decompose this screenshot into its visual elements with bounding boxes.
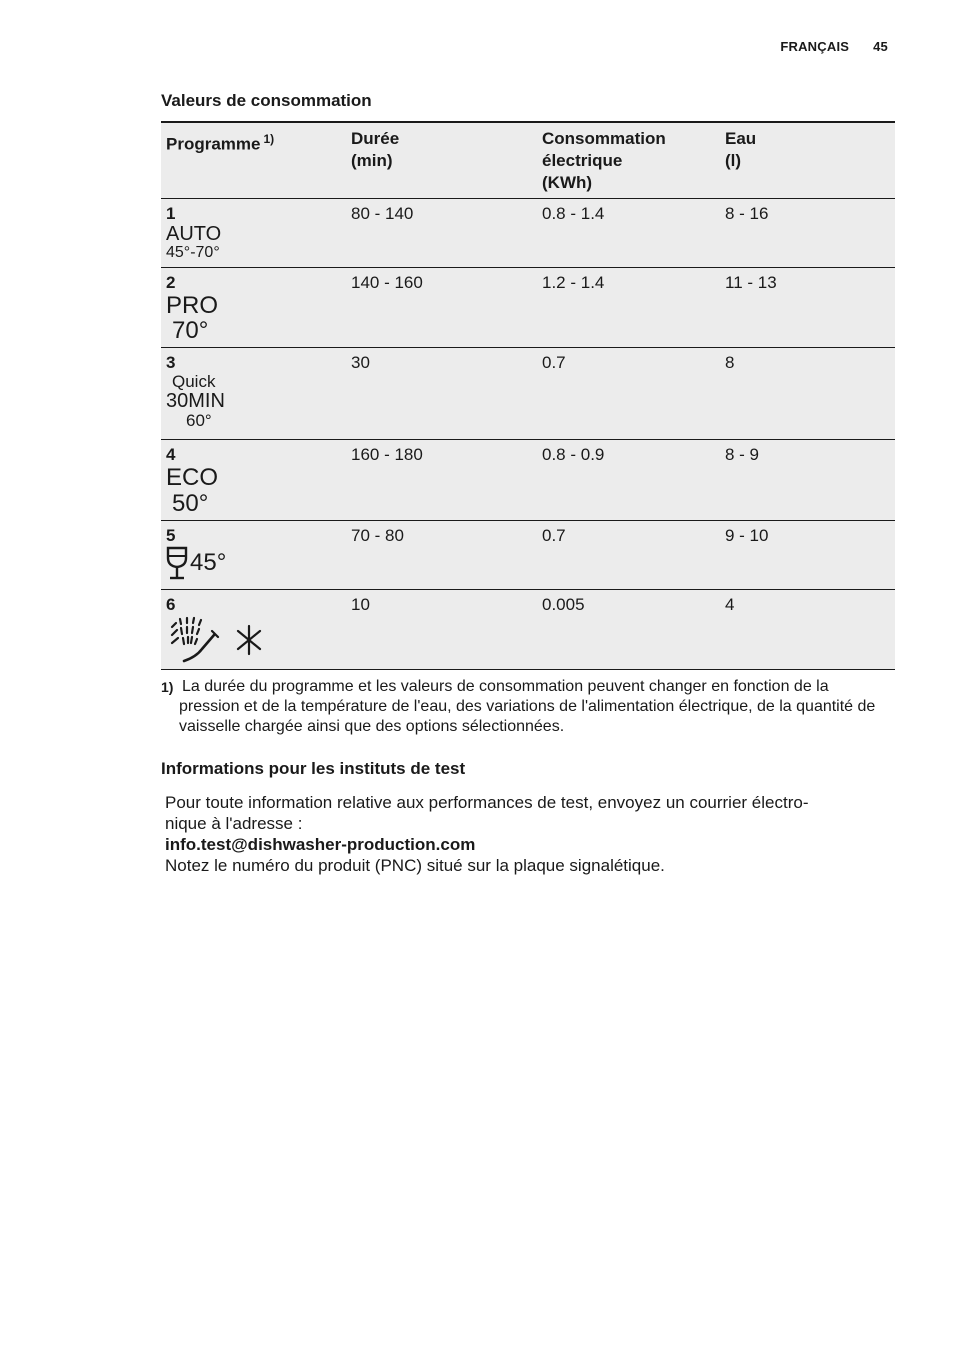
table-row xyxy=(161,268,895,348)
asterisk-icon xyxy=(234,623,264,657)
footnote xyxy=(161,677,886,737)
programme-temperature: 70° xyxy=(172,317,209,345)
consumption-section-title: Valeurs de consommation xyxy=(161,91,372,110)
header-programme: Programme $^{1)}$ xyxy=(161,122,346,199)
eau-cell: 8 xyxy=(720,348,895,440)
consommation-cell: 0.8 - 1.4 xyxy=(537,199,720,268)
header-language: FRANÇAIS xyxy=(780,39,850,54)
page-header xyxy=(780,39,888,54)
programme-cell xyxy=(161,348,346,440)
programme-cell xyxy=(161,520,346,589)
wine-glass-icon xyxy=(166,546,188,580)
programme-duration-symbol: 30MIN xyxy=(166,390,225,413)
footnote-mark: 1) xyxy=(161,679,174,695)
consumption-table xyxy=(161,121,895,670)
programme-symbol xyxy=(166,615,342,665)
footnote-text: La durée du programme et les valeurs de consommation peuvent changer en fonction de la pression et de la température de l'eau, des variations de l'alimentation électrique, de la quantité de vaisselle chargée ainsi que des options sélectionnées. xyxy=(179,678,876,735)
eau-cell: 9 - 10 xyxy=(720,520,895,589)
programme-cell xyxy=(161,199,346,268)
eau-cell: 8 - 9 xyxy=(720,440,895,520)
duree-cell: 10 xyxy=(346,589,537,669)
duree-cell: 80 - 140 xyxy=(346,199,537,268)
programme-symbol: Quick xyxy=(172,372,216,392)
programme-temperature: 45° xyxy=(190,548,227,576)
consommation-cell: 0.8 - 0.9 xyxy=(537,440,720,520)
programme-symbol: PRO xyxy=(166,292,219,319)
programme-symbol xyxy=(166,546,342,580)
test-info-line-1: Pour toute information relative aux performances de test, envoyez un courrier électro- xyxy=(165,793,809,812)
table-row xyxy=(161,520,895,589)
rinse-spray-icon xyxy=(166,615,232,665)
test-info-line-2: nique à l'adresse : xyxy=(165,814,303,833)
duree-cell: 140 - 160 xyxy=(346,268,537,348)
programme-cell xyxy=(161,589,346,669)
header-consommation: Consommation électrique (KWh) xyxy=(537,122,720,199)
programme-symbol: AUTO xyxy=(166,223,222,245)
programme-temperature: 60° xyxy=(186,411,212,431)
programme-number: 2 xyxy=(166,273,176,292)
test-email: info.test@dishwasher-production.com xyxy=(165,835,476,854)
duree-cell: 160 - 180 xyxy=(346,440,537,520)
header-duree: Durée (min) xyxy=(346,122,537,199)
eau-cell: 4 xyxy=(720,589,895,669)
programme-temperature: 45°-70° xyxy=(166,244,220,261)
programme-temperature: 50° xyxy=(172,489,209,517)
programme-number: 5 xyxy=(166,525,176,545)
table-row xyxy=(161,589,895,669)
table-row xyxy=(161,348,895,440)
header-page-number: 45 xyxy=(873,39,888,54)
test-section-title: Informations pour les instituts de test xyxy=(161,759,466,778)
consommation-cell: 0.7 xyxy=(537,348,720,440)
table-row xyxy=(161,440,895,520)
table-row xyxy=(161,199,895,268)
programme-symbol: ECO xyxy=(166,464,219,492)
programme-number: 6 xyxy=(166,594,176,614)
table-header-row xyxy=(161,122,895,199)
consommation-cell: 1.2 - 1.4 xyxy=(537,268,720,348)
eau-cell: 11 - 13 xyxy=(720,268,895,348)
eau-cell: 8 - 16 xyxy=(720,199,895,268)
footnote-ref: 1) xyxy=(263,132,275,146)
consommation-cell: 0.005 xyxy=(537,589,720,669)
test-info-body xyxy=(165,792,895,876)
programme-number: 4 xyxy=(166,445,176,465)
consommation-cell: 0.7 xyxy=(537,520,720,589)
duree-cell: 70 - 80 xyxy=(346,520,537,589)
programme-number: 1 xyxy=(166,204,176,223)
duree-cell: 30 xyxy=(346,348,537,440)
programme-cell xyxy=(161,440,346,520)
test-info-line-3: Notez le numéro du produit (PNC) situé sur la plaque signalétique. xyxy=(165,856,665,875)
programme-cell xyxy=(161,268,346,348)
programme-number: 3 xyxy=(166,353,176,373)
header-eau: Eau (l) xyxy=(720,122,895,199)
